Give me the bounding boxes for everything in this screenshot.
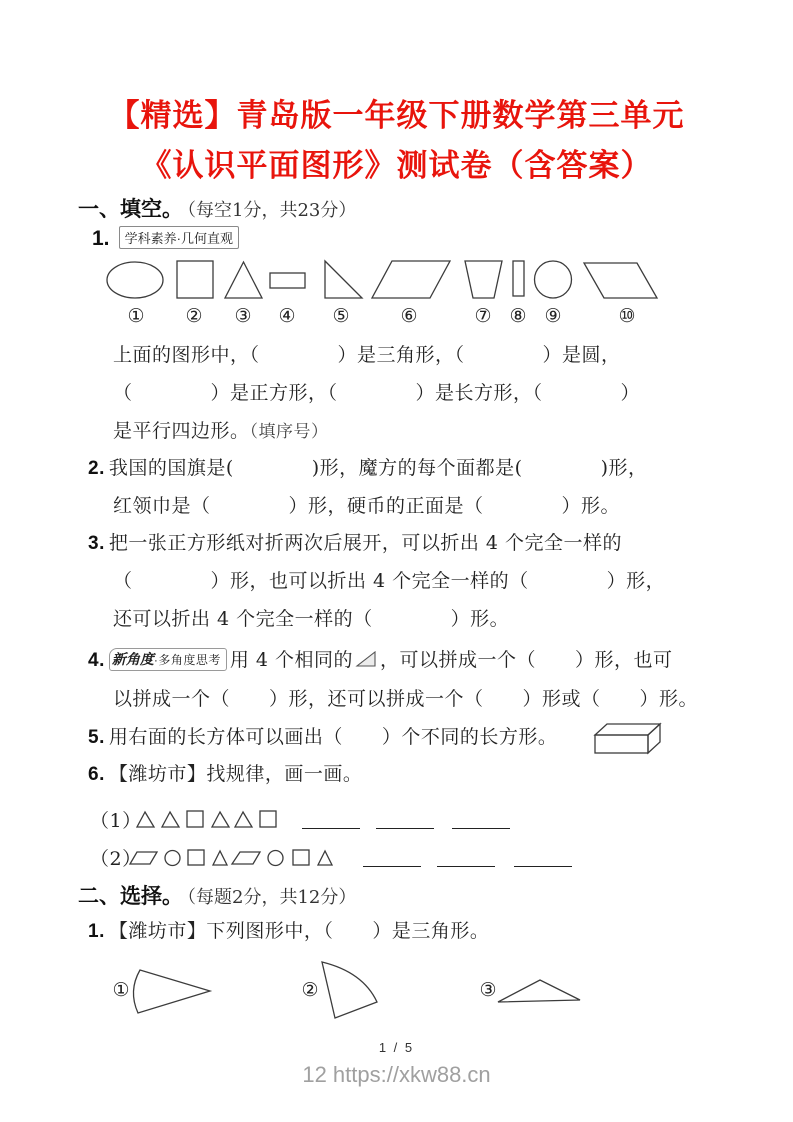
pattern-square [188, 850, 204, 865]
section1-heading-text: 一、填空。 [78, 198, 183, 221]
pattern-triangle [212, 812, 229, 827]
page-title-line2: 《认识平面图形》测试卷（含答案） [140, 148, 653, 183]
q1-header [92, 226, 239, 251]
q4-number: 4. [88, 650, 105, 671]
q5-line [88, 722, 557, 749]
shape-parallelogram-left [584, 263, 657, 298]
option-label-2: ② [301, 979, 319, 1001]
q3-line3: 还可以折出 4 个完全一样的（ ）形。 [113, 608, 510, 630]
q3-line2: （ ）形，也可以折出 4 个完全一样的（ ）形， [113, 570, 666, 592]
shape-label-3: ③ [234, 305, 252, 327]
q6-row1-blank-3[interactable] [452, 828, 510, 829]
pattern-parallelogram [232, 852, 260, 864]
s2-q1-number: 1. [88, 921, 105, 942]
shape-triangle [225, 262, 262, 298]
shape-trapezoid [465, 261, 502, 298]
cuboid-right-face [648, 724, 660, 753]
shape-label-10: ⑩ [618, 305, 636, 327]
q6-row1-blank-2[interactable] [376, 828, 434, 829]
pattern-triangle [318, 851, 332, 865]
q4-line2: 以拼成一个（ ）形，还可以拼成一个（ ）形或（ ）形。 [113, 688, 699, 710]
q5-text: 用右面的长方体可以画出（ ）个不同的长方形。 [108, 726, 558, 748]
pattern-square [260, 811, 276, 827]
q2-number: 2. [88, 458, 105, 479]
option-shape-flat-triangle [498, 980, 580, 1002]
s2-q1-line [88, 916, 489, 943]
q6-row2-label: （2） [90, 848, 142, 870]
q4-line1-pre: 用 4 个相同的 [229, 649, 354, 671]
small-right-triangle-icon [355, 649, 378, 669]
shape-label-1: ① [127, 305, 145, 327]
q1-number: 1. [92, 227, 110, 250]
shape-ellipse [107, 262, 163, 298]
q2-line1-text: 我国的国旗是( )形，魔方的每个面都是( )形， [108, 457, 648, 479]
q4-line1-post: ，可以拼成一个（ ）形，也可 [380, 649, 673, 671]
q4-badge-rest: ·多角度思考 [153, 653, 221, 667]
q1-line1: 上面的图形中，（ ）是三角形，（ ）是圆， [113, 344, 621, 366]
q6-row1-label: （1） [90, 810, 142, 832]
pattern-square [187, 811, 203, 827]
q6-number: 6. [88, 764, 105, 785]
q3-line1 [88, 528, 622, 555]
pattern-circle [165, 851, 180, 866]
section2-heading [78, 880, 356, 910]
shape-label-9: ⑨ [544, 305, 562, 327]
shape-parallelogram [372, 261, 450, 298]
option-label-1: ① [112, 979, 130, 1001]
option-shape-curved-fan [322, 962, 377, 1018]
q6-row1-blank-1[interactable] [302, 828, 360, 829]
pattern-triangle [162, 812, 179, 827]
pattern-circle [268, 851, 283, 866]
shape-label-8: ⑧ [509, 305, 527, 327]
page-title-line1: 【精选】青岛版一年级下册数学第三单元 [108, 98, 685, 133]
shape-circle [535, 261, 572, 298]
q6-row1-pattern [133, 809, 293, 829]
shape-right-triangle [325, 261, 362, 298]
pattern-triangle [137, 812, 154, 827]
q1-competency-badge: 学科素养·几何直观 [119, 226, 239, 249]
q1-line3-note: （填序号） [249, 422, 329, 442]
shape-label-2: ② [185, 305, 203, 327]
q6-row2-blank-3[interactable] [514, 866, 572, 867]
s2-q1-options-figure [95, 950, 595, 1025]
section2-heading-note: （每题2分，共12分） [187, 887, 357, 908]
q3-number: 3. [88, 533, 105, 554]
q4-line1 [88, 645, 673, 672]
q6-text: 【潍坊市】找规律，画一画。 [108, 763, 363, 785]
q6-line [88, 759, 362, 786]
q1-line3 [113, 416, 329, 443]
shape-label-6: ⑥ [400, 305, 418, 327]
option-shape-curved-cone [133, 970, 210, 1013]
q5-number: 5. [88, 727, 105, 748]
page-number: 1 / 5 [378, 1040, 415, 1055]
q3-line1-text: 把一张正方形纸对折两次后展开，可以折出 4 个完全一样的 [108, 532, 623, 554]
shape-label-5: ⑤ [332, 305, 350, 327]
shape-square [177, 261, 213, 298]
shape-label-4: ④ [278, 305, 296, 327]
pattern-triangle [213, 851, 227, 865]
shape-label-7: ⑦ [474, 305, 492, 327]
q1-shapes-figure [98, 258, 678, 330]
watermark-url: 12 https://xkw88.cn [302, 1062, 491, 1087]
q4-angle-badge [109, 648, 227, 671]
cuboid-figure [590, 718, 665, 758]
shape-small-rectangle [270, 273, 305, 288]
q6-row2-pattern [128, 847, 338, 867]
pattern-triangle [235, 812, 252, 827]
option-label-3: ③ [479, 979, 497, 1001]
cuboid-front-face [595, 735, 648, 753]
section2-heading-text: 二、选择。 [78, 885, 183, 908]
s2-q1-text: 【潍坊市】下列图形中，（ ）是三角形。 [108, 920, 490, 942]
pattern-square [293, 850, 309, 865]
section1-heading-note: （每空1分，共23分） [187, 200, 357, 221]
q6-row2-blank-2[interactable] [437, 866, 495, 867]
q1-line2: （ ）是正方形，（ ）是长方形，（ ） [113, 382, 641, 404]
q2-line2: 红领巾是（ ）形，硬币的正面是（ ）形。 [113, 495, 621, 517]
q6-row2-blank-1[interactable] [363, 866, 421, 867]
section1-heading [78, 193, 356, 223]
shape-thin-rectangle [513, 261, 524, 296]
q1-line3-text: 是平行四边形。 [113, 420, 250, 442]
q4-badge-bold: 新角度 [111, 651, 154, 667]
pattern-parallelogram [130, 852, 157, 864]
q2-line1 [88, 453, 648, 480]
